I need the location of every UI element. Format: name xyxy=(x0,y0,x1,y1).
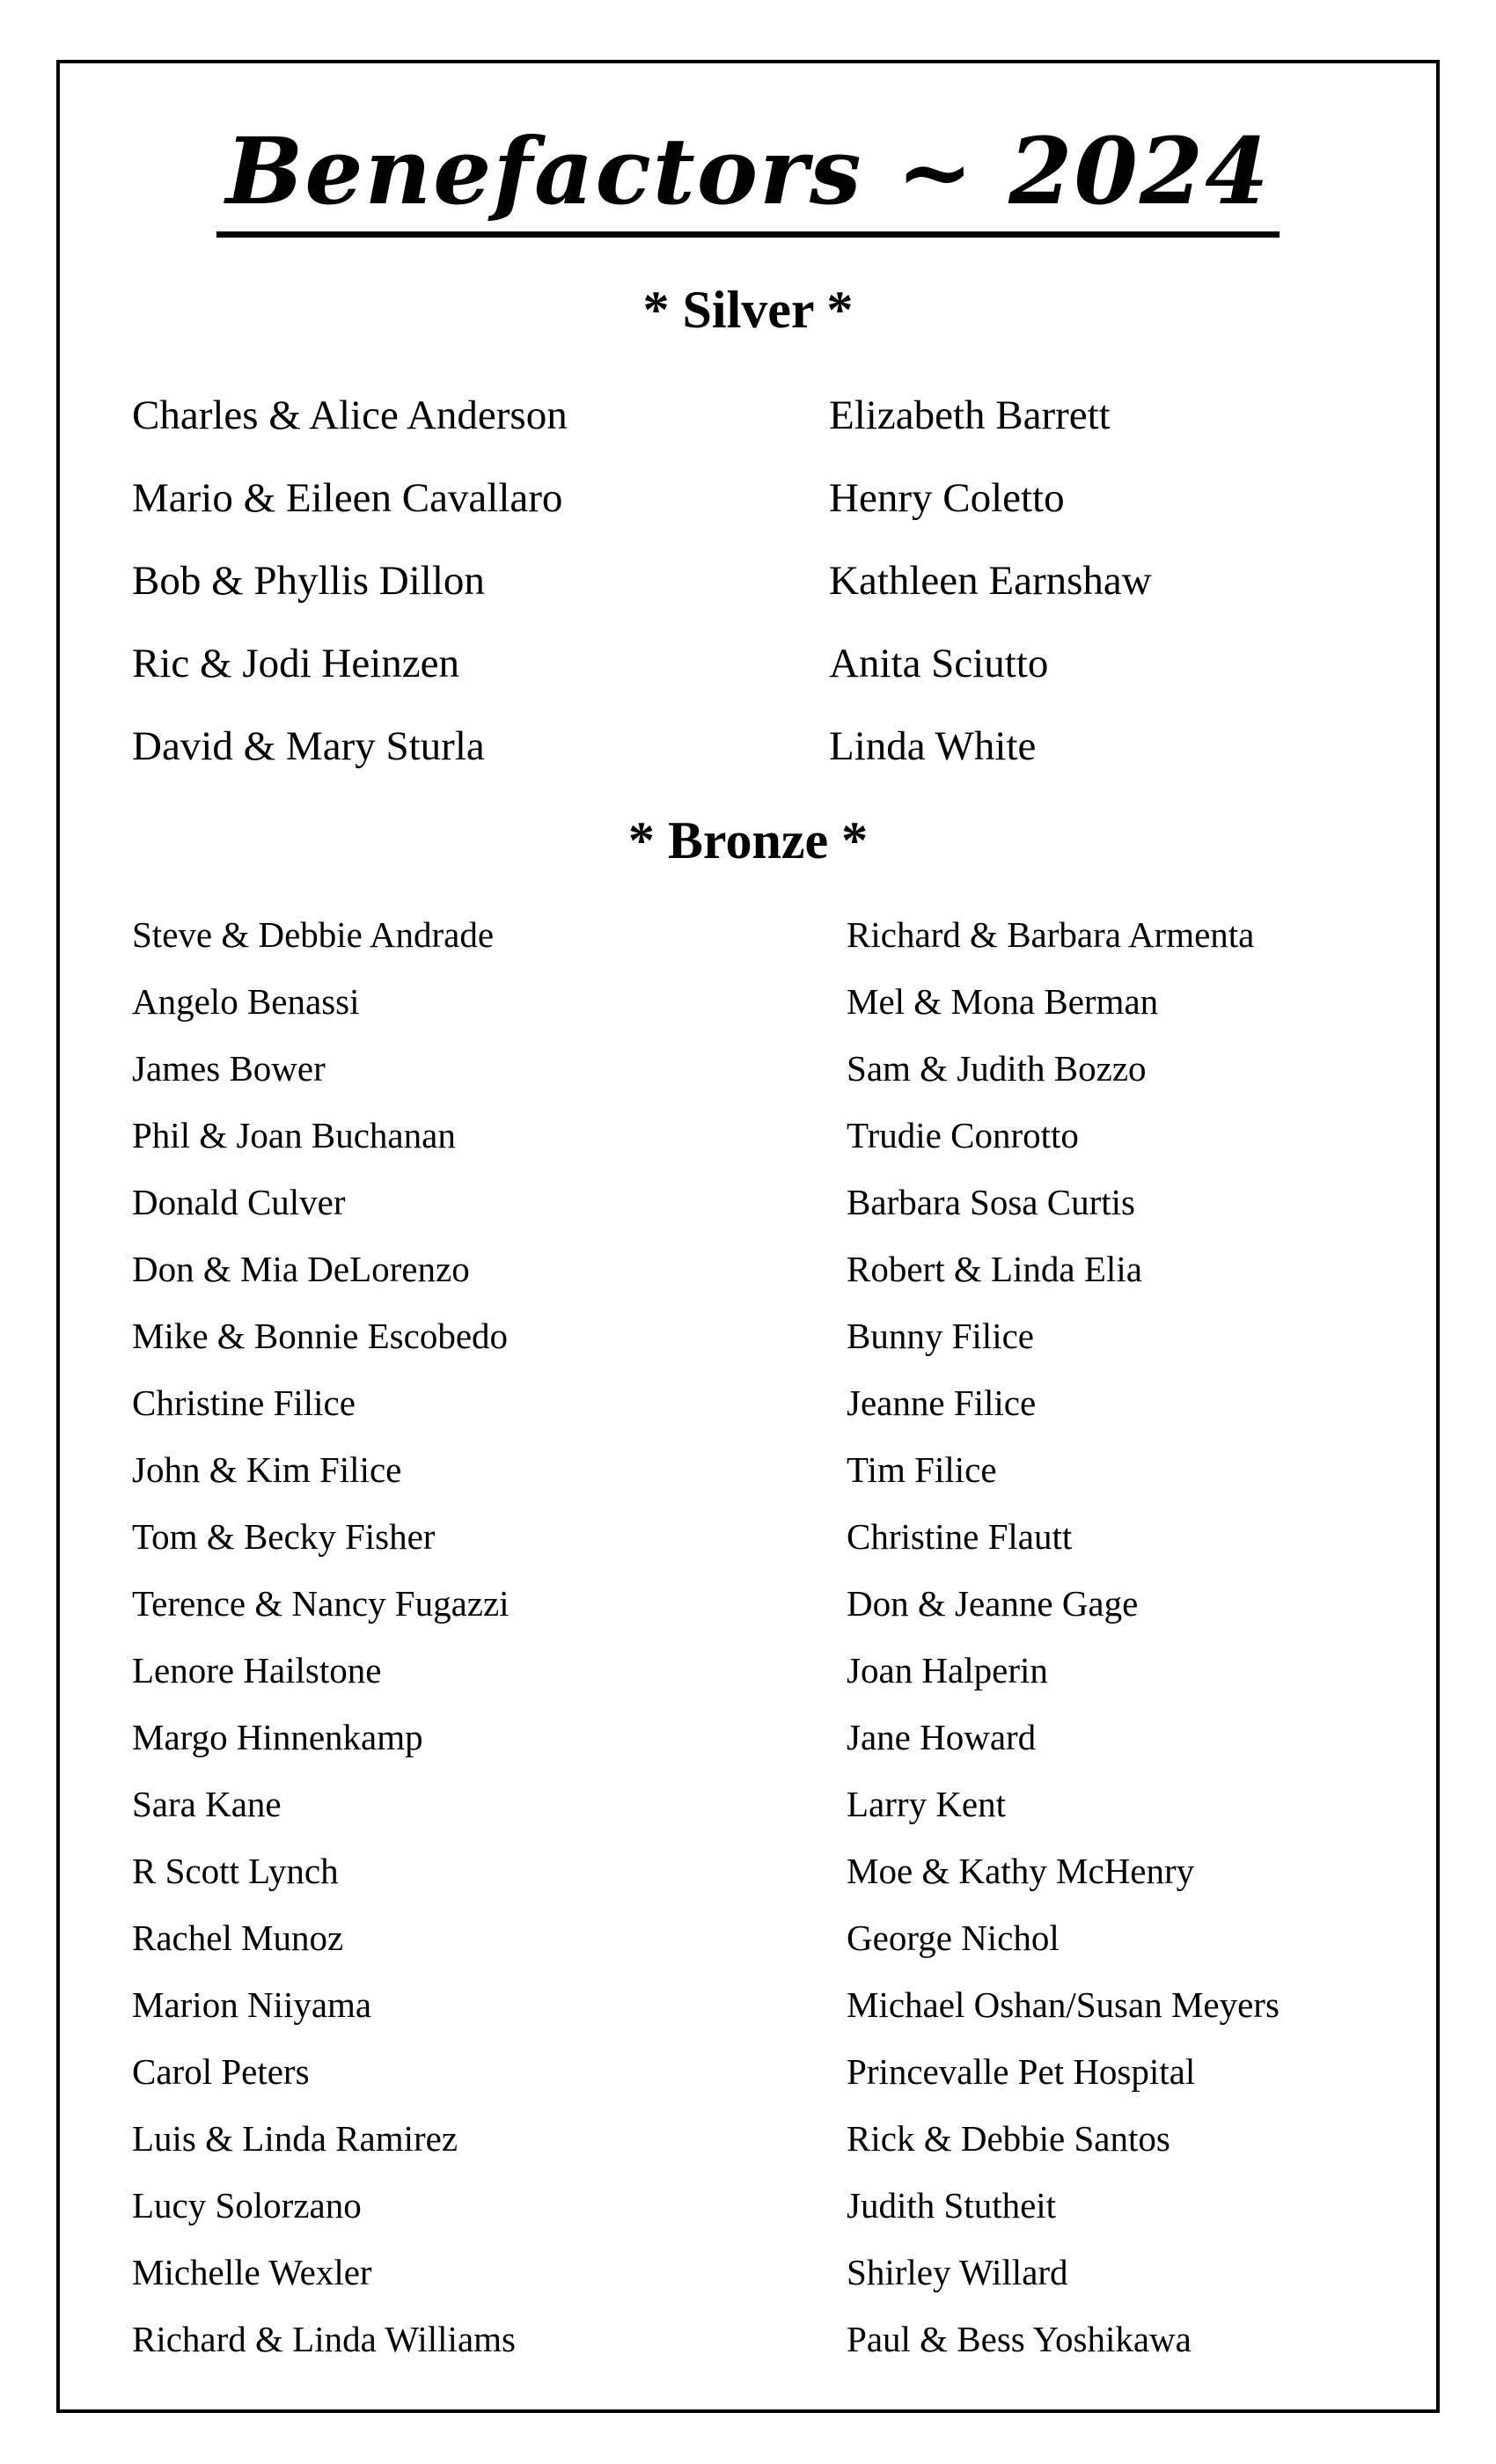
benefactor-name-left: Marion Niiyama xyxy=(132,1984,372,2026)
benefactor-row xyxy=(60,374,1436,457)
page-title: Benefactors ~ 2024 xyxy=(216,123,1279,238)
benefactor-name-left: Michelle Wexler xyxy=(132,2252,372,2293)
benefactor-name-right: Christine Flautt xyxy=(847,1516,1073,1558)
benefactor-name-right: Bunny Filice xyxy=(847,1316,1034,1357)
benefactor-name-right: Michael Oshan/Susan Meyers xyxy=(847,1984,1280,2026)
benefactor-name-right: Tim Filice xyxy=(847,1449,997,1491)
benefactor-name-right: Linda White xyxy=(829,723,1037,770)
benefactor-name-right: Judith Stutheit xyxy=(847,2185,1057,2226)
benefactor-row xyxy=(60,1837,1436,1904)
benefactor-name-left: Margo Hinnenkamp xyxy=(132,1717,423,1758)
benefactor-row xyxy=(60,1503,1436,1570)
benefactor-name-left: Angelo Benassi xyxy=(132,981,360,1023)
section-heading-silver: * Silver * xyxy=(642,281,854,340)
benefactor-row xyxy=(60,539,1436,622)
benefactor-name-right: Larry Kent xyxy=(847,1784,1007,1825)
benefactor-name-left: Carol Peters xyxy=(132,2051,310,2093)
benefactor-row xyxy=(60,457,1436,539)
benefactor-name-right: Sam & Judith Bozzo xyxy=(847,1048,1147,1089)
benefactor-name-left: Tom & Becky Fisher xyxy=(132,1516,436,1558)
benefactor-row xyxy=(60,1035,1436,1102)
benefactor-section-bronze xyxy=(60,810,1436,2372)
benefactor-name-right: Barbara Sosa Curtis xyxy=(847,1182,1135,1223)
benefactor-row xyxy=(60,1236,1436,1302)
benefactor-name-left: R Scott Lynch xyxy=(132,1851,339,1892)
benefactor-row xyxy=(60,901,1436,968)
title-wrap xyxy=(60,117,1436,238)
benefactor-name-left: Steve & Debbie Andrade xyxy=(132,914,495,956)
benefactor-rows xyxy=(60,374,1436,788)
benefactor-name-right: Paul & Bess Yoshikawa xyxy=(847,2319,1192,2360)
benefactor-rows xyxy=(60,901,1436,2372)
benefactor-row xyxy=(60,1904,1436,1971)
benefactor-name-right: Princevalle Pet Hospital xyxy=(847,2051,1196,2093)
benefactor-name-right: Moe & Kathy McHenry xyxy=(847,1851,1195,1892)
benefactor-name-left: Ric & Jodi Heinzen xyxy=(132,641,460,687)
benefactor-name-right: Robert & Linda Elia xyxy=(847,1249,1142,1290)
benefactor-name-right: Anita Sciutto xyxy=(829,641,1049,687)
benefactor-name-right: Elizabeth Barrett xyxy=(829,392,1111,439)
benefactor-name-right: Trudie Conrotto xyxy=(847,1115,1079,1156)
benefactor-row xyxy=(60,1704,1436,1771)
benefactor-row xyxy=(60,1302,1436,1369)
benefactor-row xyxy=(60,1102,1436,1169)
benefactor-row xyxy=(60,1436,1436,1503)
benefactor-row xyxy=(60,1637,1436,1704)
benefactor-name-left: David & Mary Sturla xyxy=(132,723,485,770)
benefactor-name-right: Henry Coletto xyxy=(829,475,1065,522)
benefactor-name-left: Sara Kane xyxy=(132,1784,282,1825)
benefactor-name-left: Charles & Alice Anderson xyxy=(132,392,568,439)
benefactor-name-left: Bob & Phyllis Dillon xyxy=(132,558,485,605)
benefactor-name-left: Lucy Solorzano xyxy=(132,2185,362,2226)
benefactor-name-left: Don & Mia DeLorenzo xyxy=(132,1249,470,1290)
benefactor-name-left: Richard & Linda Williams xyxy=(132,2319,516,2360)
benefactor-name-left: Mario & Eileen Cavallaro xyxy=(132,475,563,522)
benefactor-row xyxy=(60,2239,1436,2306)
benefactor-name-left: Donald Culver xyxy=(132,1182,346,1223)
sections xyxy=(60,280,1436,2372)
benefactor-name-right: Rick & Debbie Santos xyxy=(847,2118,1170,2160)
benefactor-name-right: Don & Jeanne Gage xyxy=(847,1583,1139,1624)
benefactor-name-left: Christine Filice xyxy=(132,1382,356,1424)
benefactor-row xyxy=(60,1771,1436,1837)
benefactor-name-right: Jane Howard xyxy=(847,1717,1037,1758)
benefactor-name-left: John & Kim Filice xyxy=(132,1449,402,1491)
benefactor-name-left: Luis & Linda Ramirez xyxy=(132,2118,458,2160)
benefactor-row xyxy=(60,968,1436,1035)
benefactor-row xyxy=(60,2172,1436,2239)
benefactor-name-right: Mel & Mona Berman xyxy=(847,981,1159,1023)
benefactor-row xyxy=(60,2306,1436,2372)
benefactor-name-left: Rachel Munoz xyxy=(132,1918,344,1959)
benefactor-name-left: Terence & Nancy Fugazzi xyxy=(132,1583,510,1624)
benefactor-name-right: George Nichol xyxy=(847,1918,1060,1959)
benefactor-row xyxy=(60,1169,1436,1236)
benefactor-row xyxy=(60,1369,1436,1436)
benefactor-row xyxy=(60,1971,1436,2038)
benefactor-section-silver xyxy=(60,280,1436,788)
benefactor-name-right: Richard & Barbara Armenta xyxy=(847,914,1255,956)
page-border xyxy=(56,60,1440,2413)
benefactor-row xyxy=(60,622,1436,705)
benefactor-name-left: Lenore Hailstone xyxy=(132,1650,382,1691)
benefactor-name-right: Jeanne Filice xyxy=(847,1382,1037,1424)
benefactor-name-left: James Bower xyxy=(132,1048,326,1089)
benefactor-row xyxy=(60,2038,1436,2105)
benefactor-row xyxy=(60,2105,1436,2172)
benefactor-name-right: Kathleen Earnshaw xyxy=(829,558,1152,605)
benefactor-name-left: Mike & Bonnie Escobedo xyxy=(132,1316,509,1357)
benefactor-row xyxy=(60,705,1436,788)
benefactor-name-right: Joan Halperin xyxy=(847,1650,1048,1691)
section-heading-bronze: * Bronze * xyxy=(627,811,869,870)
benefactor-name-left: Phil & Joan Buchanan xyxy=(132,1115,456,1156)
benefactor-name-right: Shirley Willard xyxy=(847,2252,1068,2293)
benefactor-row xyxy=(60,1570,1436,1637)
